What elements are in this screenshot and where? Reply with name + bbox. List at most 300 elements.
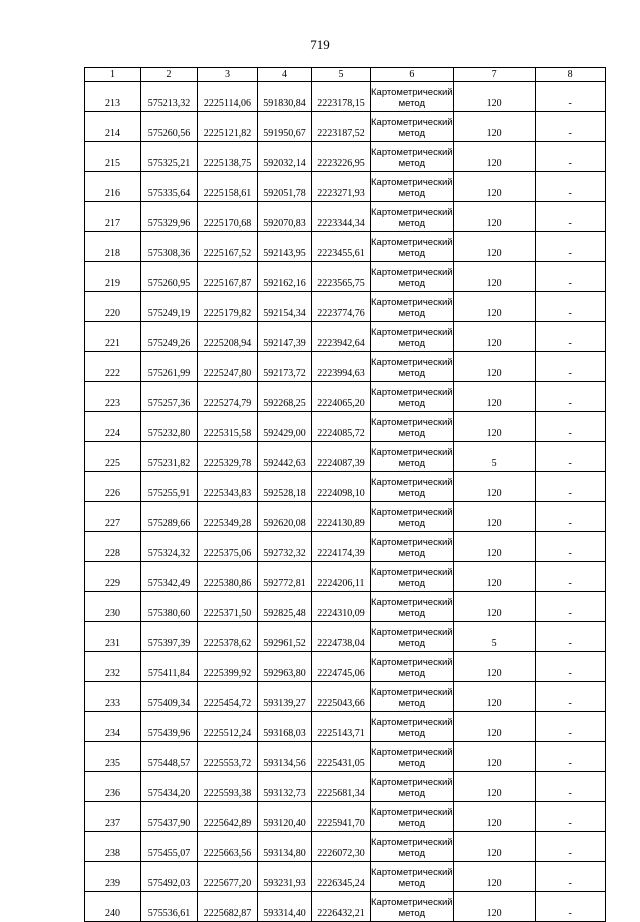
method-line-2: метод (398, 398, 425, 409)
table-row (85, 652, 606, 682)
method-line-2: метод (398, 698, 425, 709)
accuracy-cell: 120 (453, 592, 535, 622)
y-coordinate-2: 2225681,34 (312, 772, 371, 802)
x-coordinate-1: 575335,64 (141, 172, 198, 202)
method-line-2: метод (398, 218, 425, 229)
table-row (85, 832, 606, 862)
method-line-1: Картометрический (371, 657, 453, 668)
accuracy-cell: 120 (453, 772, 535, 802)
method-line-1: Картометрический (371, 117, 453, 128)
point-number: 238 (85, 832, 141, 862)
x-coordinate-2: 592070,83 (258, 202, 312, 232)
accuracy-cell: 120 (453, 832, 535, 862)
method-cell (371, 382, 454, 412)
y-coordinate-1: 2225454,72 (198, 682, 258, 712)
method-line-2: метод (398, 758, 425, 769)
point-number: 234 (85, 712, 141, 742)
table-row (85, 322, 606, 352)
method-line-2: метод (398, 368, 425, 379)
method-cell (371, 652, 454, 682)
accuracy-cell: 120 (453, 502, 535, 532)
x-coordinate-2: 593134,56 (258, 742, 312, 772)
method-line-1: Картометрический (371, 447, 453, 458)
method-line-1: Картометрический (371, 567, 453, 578)
point-number: 229 (85, 562, 141, 592)
y-coordinate-1: 2225378,62 (198, 622, 258, 652)
x-coordinate-1: 575232,80 (141, 412, 198, 442)
point-number: 230 (85, 592, 141, 622)
column-header-1: 1 (85, 68, 141, 82)
y-coordinate-2: 2224085,72 (312, 412, 371, 442)
x-coordinate-2: 593168,03 (258, 712, 312, 742)
y-coordinate-1: 2225380,86 (198, 562, 258, 592)
accuracy-cell: 120 (453, 352, 535, 382)
x-coordinate-1: 575325,21 (141, 142, 198, 172)
x-coordinate-1: 575260,56 (141, 112, 198, 142)
x-coordinate-1: 575260,95 (141, 262, 198, 292)
y-coordinate-1: 2225247,80 (198, 352, 258, 382)
method-cell (371, 682, 454, 712)
accuracy-cell: 120 (453, 202, 535, 232)
column-8-cell: - (535, 862, 605, 892)
page-number: 719 (310, 37, 330, 52)
x-coordinate-2: 592442,63 (258, 442, 312, 472)
y-coordinate-1: 2225642,89 (198, 802, 258, 832)
table-row (85, 502, 606, 532)
table-row (85, 592, 606, 622)
accuracy-cell: 120 (453, 802, 535, 832)
column-8-cell: - (535, 262, 605, 292)
x-coordinate-1: 575536,61 (141, 892, 198, 922)
method-line-2: метод (398, 188, 425, 199)
y-coordinate-2: 2225941,70 (312, 802, 371, 832)
method-cell (371, 892, 454, 922)
accuracy-cell: 120 (453, 532, 535, 562)
x-coordinate-2: 592147,39 (258, 322, 312, 352)
method-line-2: метод (398, 488, 425, 499)
point-number: 233 (85, 682, 141, 712)
table-row (85, 172, 606, 202)
x-coordinate-2: 593139,27 (258, 682, 312, 712)
y-coordinate-1: 2225158,61 (198, 172, 258, 202)
table-row (85, 112, 606, 142)
method-line-2: метод (398, 728, 425, 739)
y-coordinate-2: 2224310,09 (312, 592, 371, 622)
y-coordinate-2: 2224206,11 (312, 562, 371, 592)
y-coordinate-2: 2223344,34 (312, 202, 371, 232)
x-coordinate-1: 575257,36 (141, 382, 198, 412)
accuracy-cell: 120 (453, 232, 535, 262)
table-row (85, 742, 606, 772)
x-coordinate-1: 575261,99 (141, 352, 198, 382)
method-cell (371, 352, 454, 382)
table-row (85, 412, 606, 442)
point-number: 237 (85, 802, 141, 832)
y-coordinate-1: 2225343,83 (198, 472, 258, 502)
y-coordinate-1: 2225329,78 (198, 442, 258, 472)
point-number: 221 (85, 322, 141, 352)
accuracy-cell: 120 (453, 82, 535, 112)
table-row (85, 142, 606, 172)
x-coordinate-2: 593132,73 (258, 772, 312, 802)
method-line-2: метод (398, 248, 425, 259)
x-coordinate-2: 593120,40 (258, 802, 312, 832)
accuracy-cell: 120 (453, 862, 535, 892)
column-8-cell: - (535, 142, 605, 172)
table-row (85, 292, 606, 322)
y-coordinate-1: 2225114,06 (198, 82, 258, 112)
y-coordinate-1: 2225399,92 (198, 652, 258, 682)
method-cell (371, 592, 454, 622)
method-line-2: метод (398, 98, 425, 109)
column-header-2: 2 (141, 68, 198, 82)
method-line-1: Картометрический (371, 417, 453, 428)
point-number: 235 (85, 742, 141, 772)
method-cell (371, 832, 454, 862)
x-coordinate-2: 593134,80 (258, 832, 312, 862)
x-coordinate-2: 592429,00 (258, 412, 312, 442)
column-8-cell: - (535, 322, 605, 352)
x-coordinate-2: 593231,93 (258, 862, 312, 892)
column-8-cell: - (535, 112, 605, 142)
method-cell (371, 142, 454, 172)
method-cell (371, 82, 454, 112)
table-row (85, 562, 606, 592)
x-coordinate-2: 592162,16 (258, 262, 312, 292)
column-8-cell: - (535, 352, 605, 382)
x-coordinate-2: 592032,14 (258, 142, 312, 172)
y-coordinate-1: 2225315,58 (198, 412, 258, 442)
x-coordinate-1: 575213,32 (141, 82, 198, 112)
method-line-1: Картометрический (371, 207, 453, 218)
x-coordinate-2: 592051,78 (258, 172, 312, 202)
method-line-1: Картометрический (371, 297, 453, 308)
y-coordinate-1: 2225274,79 (198, 382, 258, 412)
accuracy-cell: 120 (453, 262, 535, 292)
point-number: 214 (85, 112, 141, 142)
method-line-2: метод (398, 428, 425, 439)
y-coordinate-1: 2225663,56 (198, 832, 258, 862)
x-coordinate-2: 593314,40 (258, 892, 312, 922)
method-line-1: Картометрический (371, 477, 453, 488)
method-cell (371, 202, 454, 232)
method-cell (371, 772, 454, 802)
y-coordinate-2: 2223455,61 (312, 232, 371, 262)
y-coordinate-1: 2225170,68 (198, 202, 258, 232)
table-row (85, 262, 606, 292)
method-line-1: Картометрический (371, 357, 453, 368)
x-coordinate-2: 592732,32 (258, 532, 312, 562)
table-row (85, 772, 606, 802)
y-coordinate-2: 2224174,39 (312, 532, 371, 562)
x-coordinate-1: 575437,90 (141, 802, 198, 832)
point-number: 227 (85, 502, 141, 532)
point-number: 219 (85, 262, 141, 292)
point-number: 224 (85, 412, 141, 442)
method-line-2: метод (398, 788, 425, 799)
x-coordinate-1: 575439,96 (141, 712, 198, 742)
table-row (85, 202, 606, 232)
column-8-cell: - (535, 682, 605, 712)
table-row (85, 532, 606, 562)
y-coordinate-2: 2223187,52 (312, 112, 371, 142)
y-coordinate-1: 2225371,50 (198, 592, 258, 622)
y-coordinate-2: 2225043,66 (312, 682, 371, 712)
method-line-1: Картометрический (371, 747, 453, 758)
x-coordinate-2: 591950,67 (258, 112, 312, 142)
y-coordinate-2: 2224087,39 (312, 442, 371, 472)
method-line-1: Картометрический (371, 147, 453, 158)
column-header-8: 8 (535, 68, 605, 82)
x-coordinate-1: 575231,82 (141, 442, 198, 472)
y-coordinate-2: 2223942,64 (312, 322, 371, 352)
y-coordinate-1: 2225208,94 (198, 322, 258, 352)
x-coordinate-2: 592143,95 (258, 232, 312, 262)
x-coordinate-2: 592772,81 (258, 562, 312, 592)
table-row (85, 892, 606, 922)
table-row (85, 382, 606, 412)
point-number: 236 (85, 772, 141, 802)
method-cell (371, 262, 454, 292)
y-coordinate-2: 2223271,93 (312, 172, 371, 202)
method-cell (371, 622, 454, 652)
accuracy-cell: 120 (453, 562, 535, 592)
column-8-cell: - (535, 802, 605, 832)
x-coordinate-2: 592268,25 (258, 382, 312, 412)
y-coordinate-1: 2225138,75 (198, 142, 258, 172)
method-line-1: Картометрический (371, 897, 453, 908)
column-8-cell: - (535, 172, 605, 202)
accuracy-cell: 120 (453, 292, 535, 322)
method-line-2: метод (398, 338, 425, 349)
y-coordinate-1: 2225167,52 (198, 232, 258, 262)
accuracy-cell: 120 (453, 382, 535, 412)
point-number: 218 (85, 232, 141, 262)
x-coordinate-2: 591830,84 (258, 82, 312, 112)
point-number: 240 (85, 892, 141, 922)
point-number: 232 (85, 652, 141, 682)
x-coordinate-2: 592173,72 (258, 352, 312, 382)
column-8-cell: - (535, 412, 605, 442)
table-row (85, 472, 606, 502)
method-line-1: Картометрический (371, 267, 453, 278)
column-8-cell: - (535, 442, 605, 472)
column-8-cell: - (535, 592, 605, 622)
column-header-5: 5 (312, 68, 371, 82)
x-coordinate-1: 575411,84 (141, 652, 198, 682)
x-coordinate-1: 575455,07 (141, 832, 198, 862)
method-line-2: метод (398, 878, 425, 889)
y-coordinate-2: 2223565,75 (312, 262, 371, 292)
method-line-1: Картометрический (371, 537, 453, 548)
method-line-2: метод (398, 308, 425, 319)
y-coordinate-1: 2225167,87 (198, 262, 258, 292)
y-coordinate-2: 2224745,06 (312, 652, 371, 682)
method-cell (371, 232, 454, 262)
y-coordinate-2: 2224098,10 (312, 472, 371, 502)
x-coordinate-1: 575255,91 (141, 472, 198, 502)
column-8-cell: - (535, 292, 605, 322)
method-line-1: Картометрический (371, 327, 453, 338)
method-cell (371, 862, 454, 892)
x-coordinate-1: 575492,03 (141, 862, 198, 892)
method-cell (371, 742, 454, 772)
x-coordinate-1: 575397,39 (141, 622, 198, 652)
accuracy-cell: 120 (453, 682, 535, 712)
x-coordinate-2: 592620,08 (258, 502, 312, 532)
x-coordinate-1: 575380,60 (141, 592, 198, 622)
point-number: 220 (85, 292, 141, 322)
method-line-1: Картометрический (371, 837, 453, 848)
table-row (85, 712, 606, 742)
table-row (85, 352, 606, 382)
accuracy-cell: 120 (453, 172, 535, 202)
method-line-1: Картометрический (371, 507, 453, 518)
point-number: 226 (85, 472, 141, 502)
table-row (85, 682, 606, 712)
point-number: 216 (85, 172, 141, 202)
point-number: 217 (85, 202, 141, 232)
point-number: 231 (85, 622, 141, 652)
table-row (85, 82, 606, 112)
x-coordinate-1: 575448,57 (141, 742, 198, 772)
y-coordinate-2: 2223226,95 (312, 142, 371, 172)
table-row (85, 802, 606, 832)
y-coordinate-2: 2223774,76 (312, 292, 371, 322)
column-8-cell: - (535, 562, 605, 592)
column-8-cell: - (535, 652, 605, 682)
x-coordinate-1: 575308,36 (141, 232, 198, 262)
method-line-1: Картометрический (371, 237, 453, 248)
y-coordinate-1: 2225375,06 (198, 532, 258, 562)
point-number: 215 (85, 142, 141, 172)
column-8-cell: - (535, 622, 605, 652)
method-line-2: метод (398, 578, 425, 589)
column-8-cell: - (535, 382, 605, 412)
method-line-2: метод (398, 128, 425, 139)
x-coordinate-2: 592528,18 (258, 472, 312, 502)
point-number: 223 (85, 382, 141, 412)
method-cell (371, 322, 454, 352)
table-row (85, 862, 606, 892)
accuracy-cell: 120 (453, 472, 535, 502)
column-header-7: 7 (453, 68, 535, 82)
accuracy-cell: 120 (453, 712, 535, 742)
method-line-1: Картометрический (371, 387, 453, 398)
y-coordinate-2: 2224065,20 (312, 382, 371, 412)
accuracy-cell: 120 (453, 742, 535, 772)
accuracy-cell: 5 (453, 622, 535, 652)
point-number: 222 (85, 352, 141, 382)
column-8-cell: - (535, 772, 605, 802)
column-8-cell: - (535, 712, 605, 742)
x-coordinate-1: 575249,19 (141, 292, 198, 322)
point-number: 228 (85, 532, 141, 562)
y-coordinate-1: 2225179,82 (198, 292, 258, 322)
x-coordinate-2: 592825,48 (258, 592, 312, 622)
x-coordinate-1: 575409,34 (141, 682, 198, 712)
method-line-2: метод (398, 908, 425, 919)
column-8-cell: - (535, 532, 605, 562)
accuracy-cell: 120 (453, 412, 535, 442)
method-cell (371, 442, 454, 472)
accuracy-cell: 120 (453, 892, 535, 922)
x-coordinate-2: 592961,52 (258, 622, 312, 652)
y-coordinate-2: 2225431,05 (312, 742, 371, 772)
accuracy-cell: 120 (453, 112, 535, 142)
table-body (85, 82, 606, 922)
column-8-cell: - (535, 202, 605, 232)
method-cell (371, 112, 454, 142)
y-coordinate-2: 2225143,71 (312, 712, 371, 742)
y-coordinate-1: 2225593,38 (198, 772, 258, 802)
point-number: 225 (85, 442, 141, 472)
x-coordinate-2: 592963,80 (258, 652, 312, 682)
header-row (85, 68, 606, 82)
y-coordinate-2: 2223178,15 (312, 82, 371, 112)
method-cell (371, 712, 454, 742)
point-number: 239 (85, 862, 141, 892)
coordinates-table (84, 67, 606, 922)
x-coordinate-1: 575342,49 (141, 562, 198, 592)
method-line-1: Картометрический (371, 777, 453, 788)
method-cell (371, 292, 454, 322)
column-8-cell: - (535, 502, 605, 532)
x-coordinate-1: 575434,20 (141, 772, 198, 802)
y-coordinate-1: 2225349,28 (198, 502, 258, 532)
method-line-2: метод (398, 638, 425, 649)
y-coordinate-1: 2225121,82 (198, 112, 258, 142)
method-line-2: метод (398, 548, 425, 559)
method-cell (371, 802, 454, 832)
method-line-2: метод (398, 848, 425, 859)
y-coordinate-2: 2224738,04 (312, 622, 371, 652)
point-number: 213 (85, 82, 141, 112)
method-cell (371, 562, 454, 592)
column-8-cell: - (535, 742, 605, 772)
accuracy-cell: 120 (453, 652, 535, 682)
column-header-4: 4 (258, 68, 312, 82)
accuracy-cell: 120 (453, 142, 535, 172)
method-cell (371, 172, 454, 202)
y-coordinate-2: 2226072,30 (312, 832, 371, 862)
method-line-1: Картометрический (371, 177, 453, 188)
x-coordinate-1: 575289,66 (141, 502, 198, 532)
method-line-1: Картометрический (371, 717, 453, 728)
method-line-2: метод (398, 668, 425, 679)
method-line-2: метод (398, 518, 425, 529)
y-coordinate-1: 2225682,87 (198, 892, 258, 922)
table-row (85, 442, 606, 472)
column-header-3: 3 (198, 68, 258, 82)
method-line-1: Картометрический (371, 867, 453, 878)
x-coordinate-2: 592154,34 (258, 292, 312, 322)
method-line-2: метод (398, 158, 425, 169)
method-line-2: метод (398, 278, 425, 289)
y-coordinate-2: 2226432,21 (312, 892, 371, 922)
x-coordinate-1: 575249,26 (141, 322, 198, 352)
column-8-cell: - (535, 82, 605, 112)
method-line-1: Картометрический (371, 687, 453, 698)
table-row (85, 232, 606, 262)
method-line-2: метод (398, 458, 425, 469)
x-coordinate-1: 575324,32 (141, 532, 198, 562)
method-cell (371, 412, 454, 442)
y-coordinate-1: 2225553,72 (198, 742, 258, 772)
x-coordinate-1: 575329,96 (141, 202, 198, 232)
method-cell (371, 502, 454, 532)
y-coordinate-1: 2225677,20 (198, 862, 258, 892)
